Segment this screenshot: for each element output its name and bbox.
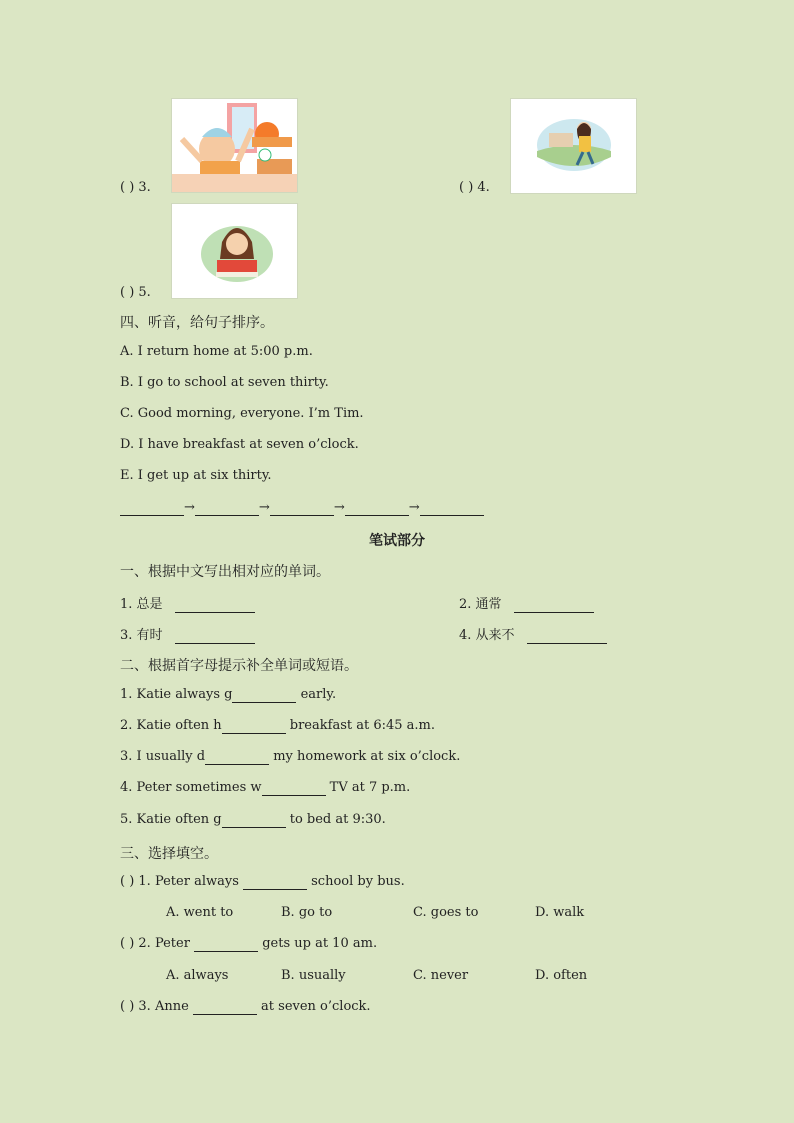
order-blank-4[interactable] (345, 500, 409, 516)
s3-q2-option-d[interactable]: D. often (535, 968, 588, 983)
picture-girl-walking (510, 98, 637, 194)
s2-item-3-post: my homework at six o’clock. (269, 749, 461, 764)
arrow-icon: → (258, 500, 270, 515)
arrow-icon: → (184, 500, 195, 515)
s1-item-2-label: 2. 通常 (459, 597, 502, 612)
s3-q3-blank[interactable] (193, 999, 257, 1015)
q4-label: ( ) 4. (459, 180, 490, 195)
s3-q2-post: gets up at 10 am. (258, 936, 378, 951)
s2-item-3 (120, 749, 460, 765)
s3-question-2 (120, 936, 377, 952)
part4-item-b: B. I go to school at seven thirty. (120, 375, 329, 390)
arrow-icon: → (408, 500, 420, 515)
s2-item-3-pre: 3. I usually d (120, 749, 206, 764)
s1-item-4 (459, 624, 607, 644)
s3-q1-option-b[interactable]: B. go to (281, 905, 333, 920)
s3-q2-option-a[interactable]: A. always (166, 968, 229, 983)
picture-girl-writing (171, 203, 298, 299)
s3-q3-post: at seven o’clock. (256, 999, 371, 1014)
s3-q2-pre: ( ) 2. Peter (120, 936, 195, 951)
part4-item-a: A. I return home at 5:00 p.m. (120, 344, 313, 359)
s1-item-3 (120, 624, 255, 644)
s2-item-1-post: early. (296, 687, 337, 702)
part4-title: 四、听音，给句子排序。 (120, 315, 274, 331)
s1-item-1 (120, 593, 255, 613)
s2-blank-5[interactable] (222, 812, 286, 828)
picture-boy-waking-up (171, 98, 298, 193)
s1-blank-1[interactable] (175, 597, 255, 613)
s2-title: 二、根据首字母提示补全单词或短语。 (120, 658, 358, 674)
order-blank-2[interactable] (195, 500, 259, 516)
s1-blank-2[interactable] (514, 597, 594, 613)
part4-item-c: C. Good morning, everyone. I’m Tim. (120, 406, 364, 421)
s2-item-4 (120, 780, 410, 796)
s2-item-5-post: to bed at 9:30. (285, 812, 386, 827)
order-blank-5[interactable] (420, 500, 484, 516)
s2-item-2-pre: 2. Katie often h (120, 718, 222, 733)
s3-q1-blank[interactable] (243, 874, 307, 890)
s3-q1-option-d[interactable]: D. walk (535, 905, 585, 920)
s2-blank-4[interactable] (262, 780, 326, 796)
order-blank-3[interactable] (270, 500, 334, 516)
s1-item-3-label: 3. 有时 (120, 628, 163, 643)
s2-blank-3[interactable] (205, 749, 269, 765)
part4-item-d: D. I have breakfast at seven o’clock. (120, 437, 359, 452)
part4-item-e: E. I get up at six thirty. (120, 468, 272, 483)
s1-title: 一、根据中文写出相对应的单词。 (120, 564, 330, 580)
s2-item-5 (120, 812, 386, 828)
s3-q2-option-c[interactable]: C. never (413, 968, 469, 983)
s3-q1-post: school by bus. (307, 874, 405, 889)
s2-item-4-pre: 4. Peter sometimes w (120, 780, 262, 795)
q3-label: ( ) 3. (120, 180, 151, 195)
s3-question-3 (120, 999, 371, 1015)
s3-title: 三、选择填空。 (120, 846, 218, 862)
s3-q1-option-c[interactable]: C. goes to (413, 905, 479, 920)
s2-item-1 (120, 687, 336, 703)
q5-label: ( ) 5. (120, 285, 151, 300)
s3-q3-pre: ( ) 3. Anne (120, 999, 193, 1014)
order-blank-1[interactable] (120, 500, 184, 516)
s1-item-1-label: 1. 总是 (120, 597, 163, 612)
s2-item-2 (120, 718, 435, 734)
s2-item-2-post: breakfast at 6:45 a.m. (285, 718, 435, 733)
s3-q1-pre: ( ) 1. Peter always (120, 874, 243, 889)
s1-item-2 (459, 593, 594, 613)
s2-blank-1[interactable] (232, 687, 296, 703)
s3-question-1 (120, 874, 405, 890)
s1-item-4-label: 4. 从来不 (459, 628, 515, 643)
s2-item-4-post: TV at 7 p.m. (325, 780, 411, 795)
order-answer-row (120, 500, 484, 516)
s2-item-5-pre: 5. Katie often g (120, 812, 222, 827)
s3-q2-option-b[interactable]: B. usually (281, 968, 346, 983)
arrow-icon: → (333, 500, 345, 515)
s1-blank-4[interactable] (527, 628, 607, 644)
written-part-title: 笔试部分 (369, 533, 425, 549)
s2-item-1-pre: 1. Katie always g (120, 687, 233, 702)
s1-blank-3[interactable] (175, 628, 255, 644)
s3-q2-blank[interactable] (194, 936, 258, 952)
s2-blank-2[interactable] (222, 718, 286, 734)
s3-q1-option-a[interactable]: A. went to (166, 905, 234, 920)
